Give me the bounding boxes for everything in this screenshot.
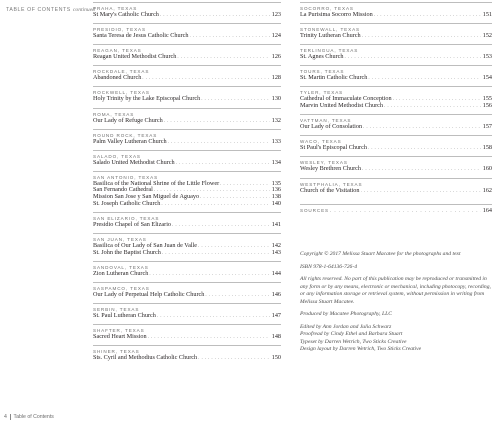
page-ref: 130 <box>271 95 281 103</box>
copyright-block <box>300 251 492 354</box>
church-name: Marvin United Methodist Church <box>300 102 384 110</box>
location-heading: SANDOVAL, TEXAS <box>93 264 149 270</box>
toc-row[interactable] <box>300 124 492 131</box>
leader-dots <box>205 293 270 300</box>
leader-dots <box>361 189 482 196</box>
running-head-title: TABLE OF CONTENTS <box>6 7 71 13</box>
sources-page: 164 <box>482 206 492 214</box>
location-heading: PRESIDIO, TEXAS <box>93 27 146 33</box>
leader-dots <box>177 55 270 62</box>
leader-dots <box>200 195 270 202</box>
sources-label: SOURCES <box>300 207 330 213</box>
leader-dots <box>344 55 481 62</box>
church-name: St. Joseph Catholic Church <box>93 199 161 207</box>
toc-entry[interactable] <box>93 150 281 167</box>
page-ref: 146 <box>271 291 281 298</box>
toc-entry[interactable] <box>93 129 281 146</box>
page-ref: 153 <box>482 53 492 61</box>
toc-entry-sources[interactable] <box>300 204 492 214</box>
page-ref: 148 <box>271 333 281 341</box>
toc-row[interactable] <box>93 118 281 125</box>
page-ref: 124 <box>271 32 281 40</box>
toc-entry[interactable] <box>93 212 281 229</box>
toc-row[interactable] <box>93 201 281 208</box>
location-heading: TYLER, TEXAS <box>300 90 344 96</box>
page-ref: 136 <box>271 186 281 194</box>
page-ref: 138 <box>271 193 281 201</box>
page-ref: 150 <box>271 354 281 362</box>
produced-by-line: Produced by Macatee Photography, LLC <box>300 311 392 317</box>
toc-entry[interactable] <box>300 2 492 19</box>
church-name: St Mary's Catholic Church <box>93 11 159 18</box>
location-heading: ROCKDALE, TEXAS <box>93 69 150 75</box>
credit-line: Typeset by Darren Wetrich, Two Sticks Creative <box>300 338 407 345</box>
church-name: Church of the Visitation <box>300 186 360 194</box>
location-heading: SAN ANTONIO, TEXAS <box>93 174 159 180</box>
toc-entry[interactable] <box>300 135 492 152</box>
church-name: Sacred Heart Mission <box>93 333 147 341</box>
toc-row[interactable] <box>300 166 492 173</box>
footer-section: Table of Contents <box>13 414 54 420</box>
page-ref: 142 <box>271 242 281 250</box>
toc-row[interactable] <box>93 355 281 362</box>
toc-entry[interactable] <box>93 171 281 208</box>
toc-entry[interactable] <box>93 23 281 40</box>
page-ref: 126 <box>271 53 281 61</box>
isbn-line: ISBN 978-1-64136-726-4 <box>300 263 358 270</box>
location-heading: ROUND ROCK, TEXAS <box>93 132 158 138</box>
toc-entry[interactable] <box>300 178 492 195</box>
credits <box>300 324 492 354</box>
toc-entry[interactable] <box>93 303 281 320</box>
toc-entry[interactable] <box>93 108 281 125</box>
toc-row[interactable] <box>93 292 281 299</box>
leader-dots <box>368 76 481 83</box>
location-heading: SOCORRO, TEXAS <box>300 6 354 11</box>
toc-entry[interactable] <box>300 114 492 131</box>
location-heading: WESTPHALIA, TEXAS <box>300 181 363 187</box>
location-heading: STONEWALL, TEXAS <box>300 27 361 33</box>
page-ref: 133 <box>271 137 281 145</box>
toc-row[interactable] <box>93 334 281 341</box>
leader-dots <box>384 104 481 111</box>
leader-dots <box>190 34 270 41</box>
location-heading: WESLEY, TEXAS <box>300 160 348 166</box>
church-name: Sts. Cyril and Methodius Catholic Church <box>93 354 198 362</box>
church-name: St Paul's Episcopal Church <box>300 144 367 152</box>
location-heading: REAGAN, TEXAS <box>93 48 142 54</box>
toc-row[interactable] <box>93 33 281 40</box>
leader-dots <box>368 146 481 153</box>
toc-entry[interactable] <box>300 65 492 82</box>
page-ref: 158 <box>482 144 492 152</box>
page-ref: 156 <box>482 102 492 110</box>
location-heading: SAN JUAN, TEXAS <box>93 237 147 243</box>
toc-entry[interactable] <box>93 44 281 61</box>
location-heading: SALADO, TEXAS <box>93 153 141 159</box>
toc-row[interactable] <box>93 54 281 61</box>
leader-dots <box>198 244 270 251</box>
church-name: Zion Lutheran Church <box>93 269 149 277</box>
leader-dots <box>362 167 481 174</box>
page-ref: 135 <box>271 179 281 187</box>
leader-dots <box>198 356 270 363</box>
location-heading: SERBIN, TEXAS <box>93 307 140 313</box>
leader-dots <box>149 272 270 279</box>
church-name: St. Paul Lutheran Church <box>93 312 156 320</box>
leader-dots <box>168 140 270 147</box>
page-ref: 141 <box>271 221 281 228</box>
toc-row[interactable] <box>93 160 281 167</box>
toc-entry[interactable] <box>300 23 492 40</box>
church-name: Salado United Methodist Church <box>93 158 175 166</box>
toc-entry[interactable] <box>93 2 281 19</box>
church-name: Santa Teresa de Jesus Catholic Church <box>93 32 189 40</box>
page-number: 4 <box>4 414 7 420</box>
toc-row[interactable] <box>93 271 281 278</box>
toc-entry[interactable] <box>93 261 281 278</box>
church-name: St. John the Baptist Church <box>93 248 161 256</box>
page-ref: 155 <box>482 95 492 103</box>
church-name: Abandoned Church <box>93 74 142 82</box>
church-name: San Fernando Cathedral <box>93 186 153 194</box>
leader-dots <box>160 13 270 20</box>
page-ref: 160 <box>482 165 492 173</box>
leader-dots <box>176 161 270 168</box>
footer-divider <box>10 414 11 420</box>
church-name: St. Agnes Church <box>300 53 344 61</box>
toc-entry[interactable] <box>93 65 281 82</box>
toc-entry[interactable] <box>300 86 492 109</box>
church-name: Holy Trinity by the Lake Episcopal Church <box>93 95 201 103</box>
page-ref: 140 <box>271 199 281 207</box>
page-ref: 123 <box>271 11 281 18</box>
running-head-continued: continued <box>72 7 95 13</box>
location-heading: ROCKWELL, TEXAS <box>93 90 150 96</box>
toc-row[interactable] <box>300 188 492 195</box>
copyright-line: Copyright © 2017 Melissa Stuart Macatee for the photographs and text <box>300 251 461 257</box>
toc-row[interactable] <box>300 12 492 19</box>
church-name: Basilica of Our Lady of San Juan de Valle <box>93 242 198 250</box>
leader-dots <box>162 251 270 258</box>
page-ref: 154 <box>482 74 492 82</box>
page-ref: 147 <box>271 312 281 320</box>
location-heading: TERLINGUA, TEXAS <box>300 48 359 54</box>
page-ref: 157 <box>482 123 492 131</box>
leader-dots <box>220 182 270 189</box>
credit-line: Edited by Ann Jordan and Julia Schwarz <box>300 323 392 330</box>
page-ref: 143 <box>271 248 281 256</box>
leader-dots <box>374 13 481 20</box>
location-heading: WACO, TEXAS <box>300 139 342 145</box>
leader-dots <box>330 208 481 215</box>
leader-dots <box>164 119 270 126</box>
church-name: Cathedral of Immaculate Conception <box>300 95 392 103</box>
location-heading: SAN ELIZARIO, TEXAS <box>93 216 160 221</box>
church-name: Reagan United Methodist Church <box>93 53 177 61</box>
toc-row[interactable] <box>300 75 492 82</box>
church-name: Our Lady of Perpetual Help Catholic Church <box>93 291 205 298</box>
page-ref: 128 <box>271 74 281 82</box>
leader-dots <box>393 97 481 104</box>
church-name: Palm Valley Lutheran Church <box>93 137 167 145</box>
leader-dots <box>201 97 270 104</box>
page-ref: 134 <box>271 158 281 166</box>
rights-statement: All rights reserved. No part of this publication may be reproduced or transmitted in any form or by any means, electronic or mechanical, including photocopy, recording, or any information storage or retrieval system, without permission in writing from Melissa Stuart Macatee. <box>300 276 491 305</box>
toc-row[interactable] <box>300 54 492 61</box>
toc-entry[interactable] <box>93 233 281 256</box>
location-heading: SHAFTER, TEXAS <box>93 328 145 334</box>
leader-dots <box>172 223 270 230</box>
location-heading: TOURS, TEXAS <box>300 69 345 75</box>
church-name: Mission San Jose y San Miguel de Aguayo <box>93 193 200 201</box>
toc-row[interactable] <box>300 103 492 110</box>
toc-entry[interactable] <box>300 44 492 61</box>
church-name: Trinity Lutheran Church <box>300 32 361 40</box>
church-name: Our Lady of Consolation <box>300 123 363 131</box>
location-heading: PRAHA, TEXAS <box>93 6 138 11</box>
leader-dots <box>142 76 270 83</box>
toc-row[interactable] <box>93 250 281 257</box>
toc-entry[interactable] <box>93 324 281 341</box>
page-ref: 151 <box>482 11 492 18</box>
toc-row[interactable] <box>300 33 492 40</box>
toc-entry[interactable] <box>93 345 281 362</box>
page-ref: 152 <box>482 32 492 40</box>
church-name: Our Lady of Refuge Church <box>93 116 163 124</box>
toc-row[interactable] <box>93 75 281 82</box>
church-name: Wesley Brethren Church <box>300 165 362 173</box>
leader-dots <box>161 202 270 209</box>
leader-dots <box>363 125 481 132</box>
page-ref: 132 <box>271 116 281 124</box>
page-ref: 144 <box>271 269 281 277</box>
location-heading: ROMA, TEXAS <box>93 111 135 117</box>
location-heading: SHINER, TEXAS <box>93 349 140 355</box>
toc-row[interactable] <box>93 96 281 103</box>
toc-row[interactable] <box>93 12 281 19</box>
location-heading: VATTMAN, TEXAS <box>300 118 352 124</box>
church-name: St. Martin Catholic Church <box>300 74 368 82</box>
toc-entry[interactable] <box>300 156 492 173</box>
page-ref: 162 <box>482 186 492 194</box>
church-name: La Purisima Socorro Mission <box>300 11 373 18</box>
church-name: Basilica of the National Shrine of the Little Flower <box>93 179 220 187</box>
credit-line: Proofread by Cindy Ethel and Barbara Stuart <box>300 331 403 337</box>
toc-row[interactable] <box>93 139 281 146</box>
toc-entry[interactable] <box>93 282 281 299</box>
credit-line: Design layout by Darren Wetrich, Two Sticks Creative <box>300 346 422 352</box>
leader-dots <box>157 314 270 321</box>
toc-entry[interactable] <box>93 86 281 103</box>
toc-row[interactable] <box>93 222 281 229</box>
running-head <box>6 7 95 13</box>
leader-dots <box>362 34 481 41</box>
toc-row[interactable] <box>300 145 492 152</box>
church-name: Presidio Chapel of San Elizario <box>93 221 172 228</box>
page-footer <box>4 414 54 420</box>
toc-row[interactable] <box>93 313 281 320</box>
location-heading: SASPAMCO, TEXAS <box>93 286 150 291</box>
leader-dots <box>148 335 270 342</box>
